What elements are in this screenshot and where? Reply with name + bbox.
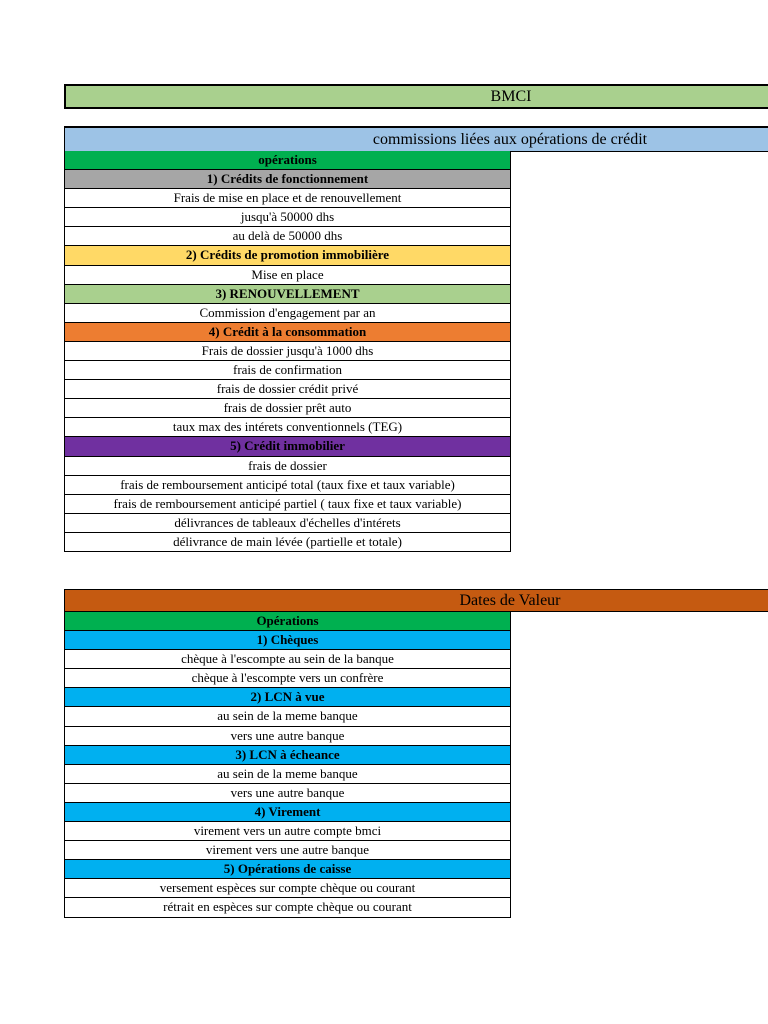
value-dates-table	[64, 612, 511, 918]
value-dates-title-text: Dates de Valeur	[459, 592, 561, 609]
section-header-row: 2) LCN à vue	[64, 688, 511, 707]
section-header-row: 3) RENOUVELLEMENT	[64, 285, 511, 304]
section-header-row: 2) Crédits de promotion immobilière	[64, 246, 511, 265]
table-row: au sein de la meme banque	[64, 765, 511, 784]
bank-title-banner	[64, 84, 768, 109]
table-row: chèque à l'escompte vers un confrère	[64, 669, 511, 688]
table-row: au sein de la meme banque	[64, 707, 511, 726]
table-row: au delà de 50000 dhs	[64, 227, 511, 246]
table-row: chèque à l'escompte au sein de la banque	[64, 650, 511, 669]
table-row: vers une autre banque	[64, 727, 511, 746]
section-header-row: 3) LCN à écheance	[64, 746, 511, 765]
table-row: frais de dossier	[64, 457, 511, 476]
table-row: frais de confirmation	[64, 361, 511, 380]
credit-commissions-title-text: commissions liées aux opérations de crédit	[372, 131, 648, 148]
table-row: délivrance de main lévée (partielle et totale)	[64, 533, 511, 552]
section-header-row: 5) Opérations de caisse	[64, 860, 511, 879]
table-row: Frais de dossier jusqu'à 1000 dhs	[64, 342, 511, 361]
credit-commissions-title	[64, 126, 768, 152]
table-row: frais de remboursement anticipé partiel ( taux fixe et taux variable)	[64, 495, 511, 514]
table-row: virement vers une autre banque	[64, 841, 511, 860]
section-header-row: 1) Crédits de fonctionnement	[64, 170, 511, 189]
table-row: jusqu'à 50000 dhs	[64, 208, 511, 227]
section-header-row: 5) Crédit immobilier	[64, 437, 511, 456]
table-row: frais de dossier prêt auto	[64, 399, 511, 418]
bank-title: BMCI	[490, 88, 532, 105]
table-row: Mise en place	[64, 266, 511, 285]
table-row: rétrait en espèces sur compte chèque ou courant	[64, 898, 511, 917]
value-dates-title	[64, 589, 768, 612]
section-header-row: opérations	[64, 151, 511, 170]
table-row: frais de remboursement anticipé total (taux fixe et taux variable)	[64, 476, 511, 495]
section-header-row: 1) Chèques	[64, 631, 511, 650]
section-header-row: 4) Virement	[64, 803, 511, 822]
table-row: Frais de mise en place et de renouvellement	[64, 189, 511, 208]
table-row: délivrances de tableaux d'échelles d'intérets	[64, 514, 511, 533]
table-row: vers une autre banque	[64, 784, 511, 803]
table-row: Commission d'engagement par an	[64, 304, 511, 323]
section-header-row: 4) Crédit à la consommation	[64, 323, 511, 342]
table-row: versement espèces sur compte chèque ou courant	[64, 879, 511, 898]
table-row: taux max des intérets conventionnels (TEG)	[64, 418, 511, 437]
table-row: virement vers un autre compte bmci	[64, 822, 511, 841]
section-header-row: Opérations	[64, 612, 511, 631]
credit-commissions-table	[64, 151, 511, 552]
table-row: frais de dossier crédit privé	[64, 380, 511, 399]
